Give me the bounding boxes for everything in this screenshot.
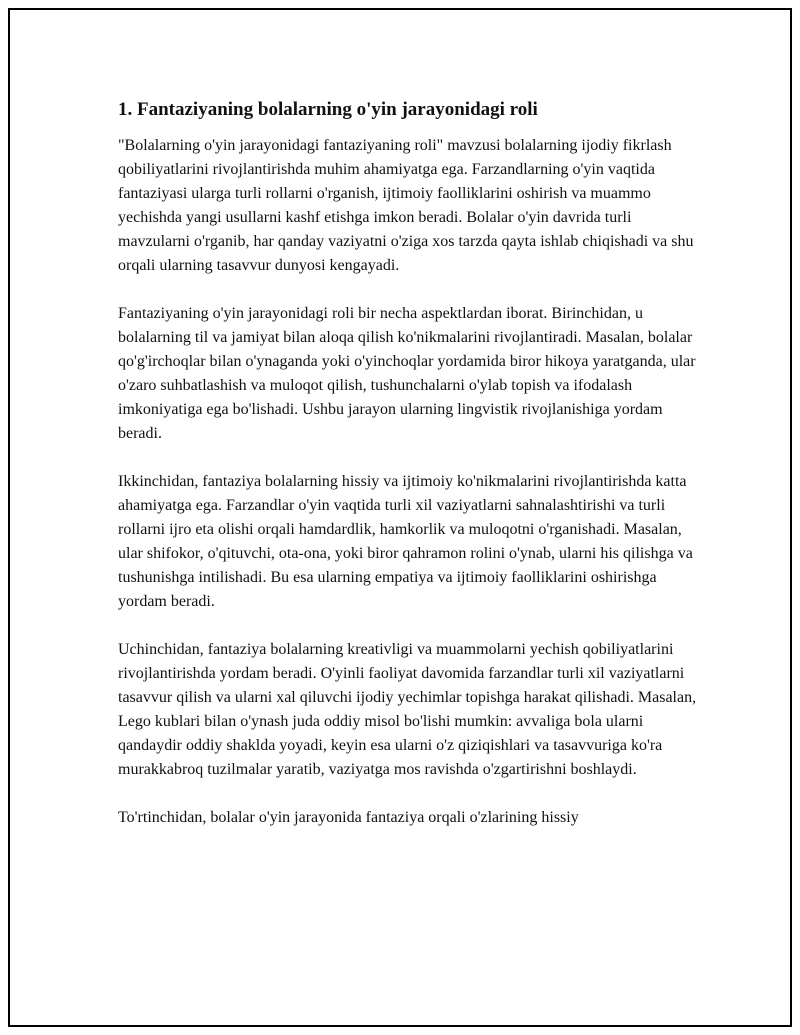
paragraph: Fantaziyaning o'yin jarayonidagi roli bir necha aspektlardan iborat. Birinchidan, u bolalarning til va jamiyat bilan aloqa qilish ko'nikmalarini rivojlantiradi. Masalan, bolalar qo'g'irchoqlar bilan o'ynaganda yoki o'yinchoqlar yordamida biror hikoya yaratganda, ular o'zaro suhbatlashish va muloqot qilish, tushunchalarni o'ylab topish va ifodalash imkoniyatiga ega bo'lishadi. Ushbu jarayon ularning lingvistik rivojlanishiga yordam beradi.: [118, 305, 696, 442]
paragraph: Uchinchidan, fantaziya bolalarning kreativligi va muammolarni yechish qobiliyatlarini rivojlantirishda yordam beradi. O'yinli faoliyat davomida farzandlar turli xil vaziyatlarni tasavvur qilish va ularni xal qiluvchi ijodiy yechimlar topishga harakat qilishadi. Masalan, Lego kublari bilan o'ynash juda oddiy misol bo'lishi mumkin: avvaliga bola ularni qandaydir oddiy shaklda yoyadi, keyin esa ularni o'z qiziqishlari va tasavvuriga ko'ra murakkabroq tuzilmalar yaratib, vaziyatga mos ravishda o'zgartirishni boshlaydi.: [118, 641, 697, 778]
paragraph: To'rtinchidan, bolalar o'yin jarayonida fantaziya orqali o'zlarining hissiy: [118, 809, 579, 826]
document-body: [118, 98, 703, 854]
page-frame: [8, 8, 792, 1027]
paragraph: Ikkinchidan, fantaziya bolalarning hissiy va ijtimoiy ko'nikmalarini rivojlantirishda katta ahamiyatga ega. Farzandlar o'yin vaqtida turli xil vaziyatlarni sahnalashtirishi va turli rollarni ijro eta olishi orqali hamdardlik, hamkorlik va muloqotni o'rganishadi. Masalan, ular shifokor, o'qituvchi, ota-ona, yoki biror qahramon rolini o'ynab, ularni his qilishga va tushunishga intilishadi. Bu esa ularning empatiya va ijtimoiy faolliklarini oshirishga yordam beradi.: [118, 473, 693, 610]
paragraph: "Bolalarning o'yin jarayonidagi fantaziyaning roli" mavzusi bolalarning ijodiy fikrlash qobiliyatlarini rivojlantirishda muhim ahamiyatga ega. Farzandlarning o'yin vaqtida fantaziyasi ularga turli rollarni o'rganish, ijtimoiy faolliklarini oshirish va muammo yechishda yangi usullarni kashf etishga imkon beradi. Bolalar o'yin davrida turli mavzularni o'rganib, har qanday vaziyatni o'ziga xos tarzda qayta ishlab chiqishadi va shu orqali ularning tasavvur dunyosi kengayadi.: [118, 137, 694, 274]
section-heading: 1. Fantaziyaning bolalarning o'yin jarayonidagi roli: [118, 99, 538, 120]
